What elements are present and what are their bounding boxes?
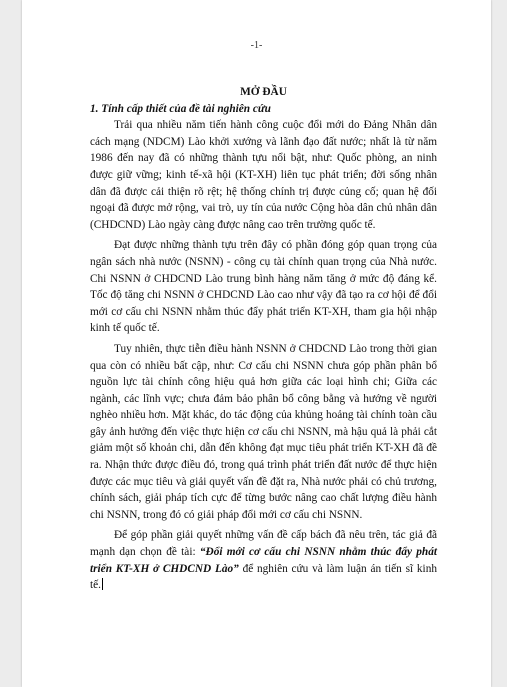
document-page	[22, 0, 491, 687]
text-cursor	[102, 578, 103, 590]
paragraph-2: Đạt được những thành tựu trên đây có phần đóng góp quan trọng của ngân sách nhà nước (NSNN) - công cụ tài chính quan trọng của Nhà nước. Chi NSNN ở CHDCND Lào trung bình hàng năm tăng ở mức độ đáng kể. Tốc độ tăng chi NSNN ở CHDCND Lào cao như vậy đã tạo ra cơ hội để đổi mới cơ cấu chi NSNN nhằm thúc đẩy phát triển KT-XH, tham gia hội nhập kinh tế quốc tế.	[90, 239, 437, 335]
section-heading: 1. Tính cấp thiết của đề tài nghiên cứu	[90, 102, 271, 115]
paragraph-4	[90, 527, 437, 593]
document-body[interactable]	[90, 84, 437, 594]
paragraph-4-text-start: Để góp phần giải quyết những vấn đề cấp bách đã nêu trên, tác giả đã mạnh dạn chọn đề tài:	[90, 529, 437, 559]
page-number: -1-	[250, 40, 263, 51]
paragraph-3: Tuy nhiên, thực tiễn điều hành NSNN ở CHDCND Lào trong thời gian qua còn có nhiều bất cập, như: Cơ cấu chi NSNN chưa góp phần phân bổ nguồn lực tài chính công hiệu quả hơn giữa các loại hình chi; Giữa các ngành, các lĩnh vực; chưa đảm bảo phân bổ công bằng và hướng về người nghèo nhiều hơn. Mặt khác, do tác động của khủng hoảng tài chính toàn cầu gây ảnh hưởng đến việc thực hiện cơ cấu chi NSNN, mà hậu quả là phải cắt giảm một số khoản chi, dẫn đến không đạt mục tiêu phát triển KT-XH đã đề ra. Nhận thức được điều đó, trong quá trình phát triển đất nước để thực hiện được các mục tiêu và giải quyết vấn đề đặt ra, Nhà nước phải có chủ trương, chính sách, giải pháp tích cực để từng bước nâng cao chất lượng điều hành chi NSNN, trong đó có giải pháp đổi mới cơ cấu chi NSNN.	[90, 342, 437, 521]
document-title: MỞ ĐẦU	[240, 86, 287, 98]
paragraph-4-text-end: để nghiên cứu và làm luận án tiến sĩ kinh tế.	[90, 562, 437, 592]
thesis-title-quote: “Đổi mới cơ cấu chi NSNN nhằm thúc đẩy phát triển KT-XH ở CHDCND Lào”	[90, 546, 437, 575]
paragraph-1: Trải qua nhiều năm tiến hành công cuộc đổi mới do Đảng Nhân dân cách mạng (NDCM) Lào khởi xướng và lãnh đạo đất nước; nhất là từ năm 1986 đến nay đã có những thành tựu nổi bật, như: Quốc phòng, an ninh được giữ vững; kinh tế-xã hội (KT-XH) liên tục phát triển; đời sống nhân dân đã được cải thiện rõ rệt; hệ thống chính trị được củng cố; quan hệ đối ngoại đã được mở rộng, vai trò, uy tín của nước Cộng hòa dân chủ nhân dân (CHDCND) Lào ngày càng được nâng cao trên trường quốc tế.	[90, 119, 437, 231]
